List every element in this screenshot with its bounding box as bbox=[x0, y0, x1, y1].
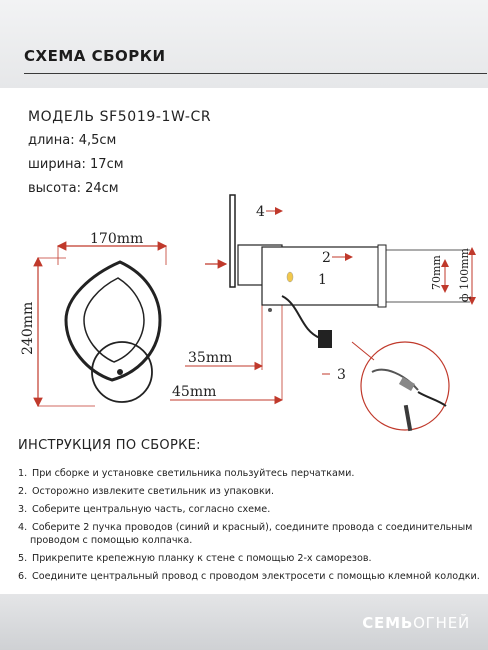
callout-4: 4 bbox=[256, 204, 265, 220]
header-divider bbox=[24, 73, 487, 74]
page-title: СХЕМА СБОРКИ bbox=[24, 47, 166, 65]
dim-width-label: 170mm bbox=[90, 231, 144, 247]
instructions-title: ИНСТРУКЦИЯ ПО СБОРКЕ: bbox=[18, 438, 201, 453]
callout-2: 2 bbox=[322, 250, 331, 266]
instruction-step: 5. Прикрепите крепежную планку к стене с помощью 2-х саморезов. bbox=[18, 553, 372, 564]
footer-band bbox=[0, 594, 488, 650]
spec-height: высота: 24см bbox=[28, 181, 119, 196]
lamp-inner-frame bbox=[84, 278, 144, 362]
callout-1: 1 bbox=[318, 272, 327, 288]
dim-35-label: 35mm bbox=[188, 350, 233, 366]
header-band bbox=[0, 0, 488, 88]
dimension-width bbox=[58, 231, 166, 265]
brand-logo: СЕМЬОГНЕЙ bbox=[362, 614, 470, 632]
front-view bbox=[66, 262, 160, 402]
spec-width: ширина: 17см bbox=[28, 157, 124, 172]
instructions-section bbox=[18, 438, 483, 588]
spec-model: МОДЕЛЬ SF5019-1W-CR bbox=[28, 109, 212, 125]
dimension-height bbox=[20, 258, 95, 406]
assembly-diagram bbox=[0, 185, 488, 450]
instruction-step: 1. При сборке и установке светильника пользуйтесь перчатками. bbox=[18, 468, 355, 479]
dimension-plate bbox=[430, 247, 472, 304]
instruction-step: 4. Соберите 2 пучка проводов (синий и красный), соедините провода с соединительным проводом с помощью колпачка. bbox=[18, 522, 473, 546]
instruction-step: 2. Осторожно извлеките светильник из упаковки. bbox=[18, 486, 275, 497]
dimension-depth bbox=[170, 350, 282, 400]
instruction-step: 3. Соберите центральную часть, согласно схеме. bbox=[18, 504, 271, 515]
mount-plate bbox=[378, 245, 386, 307]
lamp-base-dot bbox=[117, 369, 123, 375]
dim-45-label: 45mm bbox=[172, 384, 217, 400]
spec-length: длина: 4,5см bbox=[28, 133, 117, 148]
instruction-step: 6. Соедините центральный провод с проводом электросети с помощью клемной колодки. bbox=[18, 571, 480, 582]
wire-connector bbox=[318, 330, 332, 348]
side-plate bbox=[230, 195, 235, 287]
dim-100-label: ф 100mm bbox=[458, 248, 471, 302]
assembly-diagram-svg bbox=[0, 185, 488, 450]
instructions-list bbox=[18, 467, 483, 583]
bulb-icon bbox=[287, 272, 293, 282]
dim-70-label: 70mm bbox=[430, 255, 443, 290]
dim-height-label: 240mm bbox=[20, 301, 36, 355]
detail-circle bbox=[352, 342, 449, 431]
callout-3: 3 bbox=[337, 367, 346, 383]
screw-1 bbox=[268, 308, 272, 312]
